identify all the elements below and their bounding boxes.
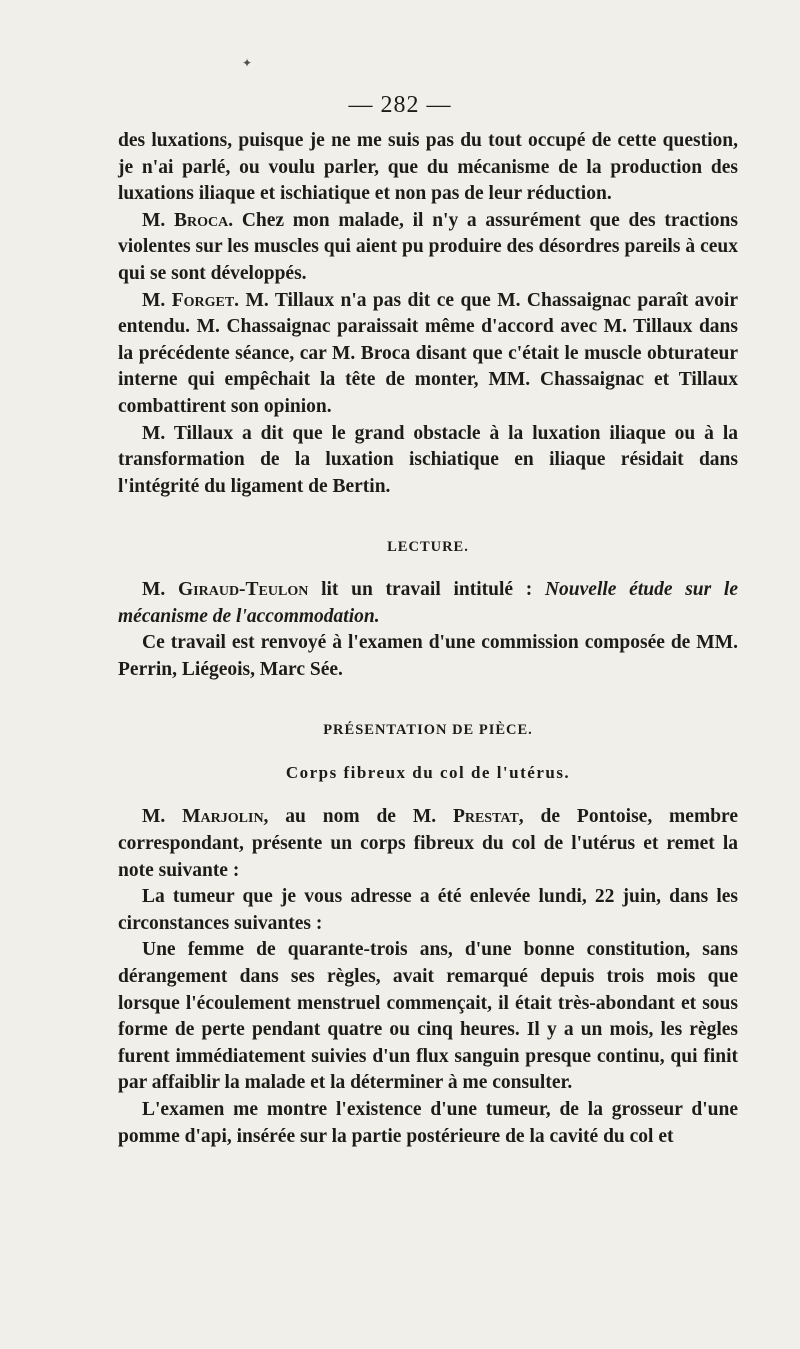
paragraph-note: La tumeur que je vous adresse a été enlevée lundi, 22 juin, dans les circonstances suivantes : [118, 886, 738, 934]
speaker-name: M. Forget. [142, 289, 240, 311]
speaker-name: M. Giraud-Teulon [142, 578, 309, 600]
paragraph-note: L'examen me montre l'existence d'une tumeur, de la grosseur d'une pomme d'api, insérée sur la partie postérieure de la cavité du col et [118, 1099, 738, 1147]
paragraph-note: Une femme de quarante-trois ans, d'une bonne constitution, sans dérangement dans ses règles, avait remarqué depuis trois mois que lorsque l'écoulement menstruel commençait, il était très-abondant et sous forme de perte pendant quatre ou cinq heures. Il y a un mois, les règles furent immédiatement suivies d'un flux sanguin presque continu, qui finit par affaiblir la malade et la déterminer à me consulter. [118, 939, 738, 1094]
paragraph-text: lit un travail intitulé : [321, 578, 545, 600]
section-heading-presentation: PRÉSENTATION DE PIÈCE. [323, 722, 533, 739]
paragraph-broca [118, 208, 738, 288]
paragraph-text: de Pontoise, membre correspondant, présente un corps fibreux du col de l'utérus et remet la note suivante : [118, 806, 738, 881]
paragraph-marjolin [118, 804, 738, 884]
section-heading-lecture: LECTURE. [387, 539, 469, 556]
paragraph-text: Chez mon malade, il n'y a assurément que des tractions violentes sur les muscles qui aient pu produire des désordres pareils à ceux qui se sont développés. [118, 209, 738, 284]
section-subheading: Corps fibreux du col de l'utérus. [285, 762, 571, 782]
paragraph-text: M. Tillaux n'a pas dit ce que M. Chassaignac paraît avoir entendu. M. Chassaignac paraissait même d'accord avec M. Tillaux dans la précédente séance, car M. Broca disant que c'était le muscle obturateur interne qui empêchait la tête de monter, MM. Chassaignac et Tillaux combattirent son opinion. [118, 289, 739, 417]
paragraph-tillaux: M. Tillaux a dit que le grand obstacle à la luxation iliaque ou à la transformation de la luxation ischiatique en iliaque résidait dans l'intégrité du ligament de Bertin. [118, 422, 738, 497]
speaker-name: M. Prestat, [412, 806, 524, 828]
body-text [118, 128, 738, 1150]
ink-mark: ✦ [242, 56, 253, 70]
speaker-name: M. Broca. [142, 209, 234, 231]
paragraph-text: au nom de [285, 806, 396, 828]
page-number: — 282 — [348, 92, 452, 118]
paragraph-referral: Ce travail est renvoyé à l'examen d'une commission composée de MM. Perrin, Liégeois, Marc Sée. [118, 632, 738, 680]
speaker-name: M. Marjolin, [142, 806, 269, 828]
work-title: Nouvelle étude sur le mécanisme de l'accommodation. [118, 578, 739, 627]
paragraph-forget [118, 288, 738, 421]
paragraph-continuation: des luxations, puisque je ne me suis pas du tout occupé de cette question, je n'ai parlé, ou voulu parler, que du mécanisme de la production des luxations iliaque et ischiatique et non pas de leur réduction. [118, 130, 738, 205]
paragraph-lecture [118, 577, 738, 630]
